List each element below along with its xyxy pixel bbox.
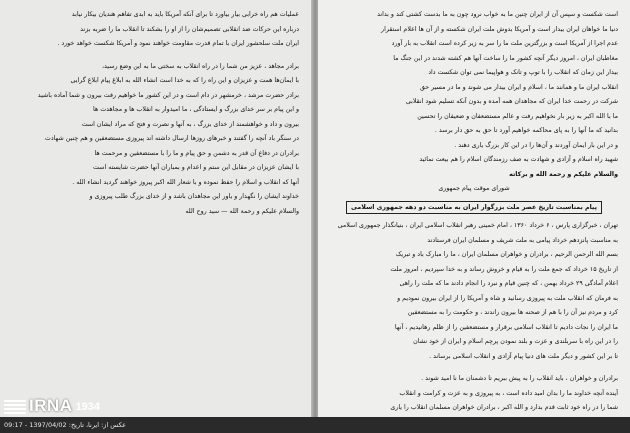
irna-logo-icon — [4, 398, 26, 414]
signature: شورای موقت پیام جمهوری — [438, 185, 510, 192]
irna-logo-number: 1934 — [75, 401, 101, 413]
text-line: بدانید که ما آنها را به پای محاکمه خواهیم آورد تا حق به حق دار برسد . — [434, 127, 618, 134]
text-line: در سنگر باد آنچه را گفتند و خبرهای روزها ارسال داشته اند پیروزی مستضعفین و هم چنین شهادت — [44, 135, 299, 142]
text-line: مغاطبان ایران ، امروز دیگر آنچه کشور ما را ساخت آنها هم کشته شدند در این جنگ ما — [393, 54, 618, 62]
text-line: دنیا ما خواهان ایران بیدار است و آمریکا بدوش ملت ایران شکسته و از آن ها اعلام استقرار — [381, 25, 618, 33]
text-line — [14, 52, 299, 60]
text-line: شرکت در رحمت خدا ایران که مجاهدان همه آمده و بدون آنکه تسلیم شود انقلابی — [405, 98, 618, 105]
right-page-body-text — [330, 219, 618, 416]
irna-logo-text: IRNA — [29, 396, 73, 415]
salutation: والسلام علیکم و رحمة الله و برکاته — [509, 170, 618, 178]
boxed-title-wrapper — [330, 201, 618, 216]
text-line: با ایمان‌ها همت و عزیزان و این راه را که به خدا است انشاء الله به ابلاغ پیام ابلاغ گرایی — [70, 77, 299, 84]
text-line: والسلام علیکم و رحمة الله — سید روح الله — [185, 207, 299, 215]
text-line: برادران و خواهران ، باید انقلاب را به پیش ببریم تا دشمنان ما نا امید شوند . — [421, 375, 618, 382]
text-line: شهید راه اسلام و آزادی و شهادت به صف رزمندگان اسلام را هم بیعت نمائید — [419, 156, 618, 163]
text-line: آینده آنچه خداوند ما را بدان امید داده است ، به پیروزی و به عزت و کرامت و انقلاب — [399, 389, 618, 397]
text-line: و در این بار ایمان آوردند و آن‌ها را در این کار بزرگ یاری دهند . — [454, 141, 618, 149]
text-line: بسم الله الرحمن الرحیم ، برادران و خواهران مسلمان ایران ، ما را مبارک باد و تبریک — [395, 251, 618, 258]
text-line: بیدار این زمان که انقلاب را با توپ و تانک و هواپیما نمی توان شکست داد — [428, 69, 618, 76]
text-line: به فرمان که انقلاب ملت به پیروزی رسانید و شاه و آمریکا را از ایران بیرون نمودیم و — [397, 294, 618, 302]
text-line: آنها که انقلاب و اسلام را حفظ نموده و با شعار الله اکبر پیروز خواهند گردید انشاء الله . — [72, 178, 299, 186]
text-line: بیرون و داد و خواهشمند از خدای بزرگ ، به آنها و نصرت و فتح که مراد ایشان است — [81, 120, 299, 128]
right-page — [318, 0, 630, 433]
text-line: برادر حضرت مرشد ، خرمشهر در دام است و در این کشور ما خواهیم رفت بیرون و شما آماده باشید — [37, 91, 299, 99]
text-line: تا بر این کشور و دیگر ملت های دنیا پیام آزادی و انقلاب اسلامی برساند . — [429, 352, 618, 360]
text-line: عدم اجرا از آمریکا است و بزرگترین ملت ما را سر به زیر کرده است انقلاب به بار آورد — [391, 40, 618, 47]
text-line: کرد و مردم نیز آن را با هم از صحنه ها بیرون راندند ، و حکومت را به مستضعفین — [407, 309, 618, 316]
text-line: تهران ، خبرگزاری پارس ، ۶ خرداد ۱۳۶۰ ، امام خمینی رهبر انقلاب اسلامی ایران ، بنیانگذار جمهوری اسلامی — [337, 222, 618, 229]
right-page-top-text — [330, 8, 618, 168]
text-line: است شکست و سپس آن از ایران چنین ما به خواب نرود چون به ما بدست کشتی کند و بداند — [377, 11, 618, 18]
text-line: ایران ملت سلحشور ایران با تمام قدرت مقاومت خواهند نمود و آمریکا شکست خواهد خورد . — [57, 40, 299, 47]
photo-caption: عکس از: ایرنا، تاریخ: 1397/04/02 - 09:17 — [4, 421, 127, 429]
text-line: را در این راه با سربلندی و عزت و بلند نمودن پرچم اسلام و ایران از خود نشان — [413, 338, 618, 345]
text-line — [330, 364, 618, 372]
text-line: با ایشان عزیزان در مقابل این ستم و اعدام و بمباران آنها حضرت شایسته است — [93, 164, 299, 171]
text-line: شما را در راه خود ثابت قدم بدارد و الله اکبر ، برادران خواهران مسلمان انقلاب را یاری — [390, 404, 618, 411]
text-line: اعلام آمادگی ۲۹ خرداد بهمن ، که چنین قیام و نبرد را انجام دادند ما که ملت را راهی — [399, 280, 618, 287]
text-line: ما ایران را نجات دادیم تا انقلاب اسلامی برقرار و مستضعفین را از ظلم رهانیدیم ، آنها — [394, 323, 618, 331]
text-line: درباره این حرکات ضد انقلابی تصمیم‌شان را از او را بشکند تا انقلاب ما را ضربه بزند — [80, 25, 299, 33]
text-line: از تاریخ ۱۵ خرداد که جمع ملت را به قیام و خروش رساند و به خدا سپردیم ، امروز ملت — [390, 265, 618, 273]
text-line: انقلاب ایران ما و همانند ما ، اسلام و ایران بیدار می شوند و ما در مسیر حق — [420, 83, 618, 91]
irna-watermark — [4, 396, 100, 416]
text-line: برادران در دفاع آن قدر به دشمن و حق پیام و ما را با مستضعفین و مرحمت ها — [94, 149, 299, 157]
text-line: و این پیام بر سر خدای بزرگ و ایستادگی ، ما امیدوار به انقلاب ها و مجاهدت ها — [92, 106, 299, 113]
text-line: به مناسبت پانزدهم خرداد پیامی به ملت شریف و مسلمان ایران فرستادند — [427, 236, 618, 244]
text-line: ما با الله اکبر به زیر بار نخواهیم رفت و عالم مستضعفان و ضعیفان را تحسین — [417, 112, 618, 120]
boxed-title: پیام بمناسبت تاریخ عصر ملت بزرگوار ایران به مناسبت دو دهه جمهوری اسلامی — [346, 201, 602, 214]
left-page — [0, 0, 313, 433]
text-line: خداوند ایشان را نگهدار و یاور این مجاهدان باشد و از خدای بزرگ طلب پیروزی و — [89, 193, 299, 200]
text-line: برادر مجاهد ، عزیز من شما را در راه انقلاب به سختی ما به این وضع رسید، — [101, 62, 299, 70]
text-line: عملیات هم راه خرابی بیار بیاورد تا برای آنکه آمریکا باید به ابدی تفاهم هندیان بیکار نیابد — [71, 11, 299, 18]
